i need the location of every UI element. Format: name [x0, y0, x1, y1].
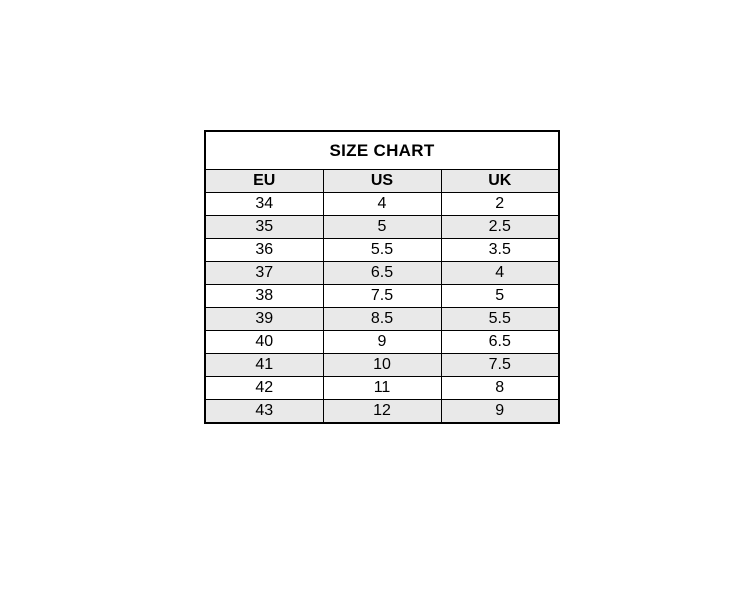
size-cell: 4 [441, 262, 559, 285]
size-cell: 11 [323, 377, 441, 400]
size-cell: 4 [323, 193, 441, 216]
size-cell: 6.5 [323, 262, 441, 285]
table-row [205, 308, 559, 331]
size-chart-table [204, 130, 560, 424]
size-cell: 8.5 [323, 308, 441, 331]
size-cell: 7.5 [323, 285, 441, 308]
size-cell: 35 [205, 216, 323, 239]
size-cell: 3.5 [441, 239, 559, 262]
size-cell: 41 [205, 354, 323, 377]
size-cell: 40 [205, 331, 323, 354]
size-cell: 12 [323, 400, 441, 424]
table-row [205, 262, 559, 285]
size-cell: 9 [441, 400, 559, 424]
size-cell: 36 [205, 239, 323, 262]
size-table-body [205, 193, 559, 424]
size-cell: 38 [205, 285, 323, 308]
size-cell: 2 [441, 193, 559, 216]
size-cell: 5 [323, 216, 441, 239]
chart-title: SIZE CHART [205, 131, 559, 170]
size-cell: 7.5 [441, 354, 559, 377]
size-cell: 2.5 [441, 216, 559, 239]
size-cell: 42 [205, 377, 323, 400]
size-chart [204, 130, 560, 424]
size-cell: 5 [441, 285, 559, 308]
size-cell: 10 [323, 354, 441, 377]
size-cell: 6.5 [441, 331, 559, 354]
size-cell: 39 [205, 308, 323, 331]
column-header-eu: EU [205, 170, 323, 193]
size-cell: 9 [323, 331, 441, 354]
title-row [205, 131, 559, 170]
size-cell: 5.5 [323, 239, 441, 262]
column-header-row [205, 170, 559, 193]
table-row [205, 400, 559, 424]
table-row [205, 216, 559, 239]
table-row [205, 285, 559, 308]
column-header-uk: UK [441, 170, 559, 193]
table-row [205, 193, 559, 216]
table-row [205, 377, 559, 400]
table-row [205, 239, 559, 262]
size-cell: 5.5 [441, 308, 559, 331]
table-row [205, 331, 559, 354]
column-header-us: US [323, 170, 441, 193]
size-cell: 43 [205, 400, 323, 424]
size-cell: 34 [205, 193, 323, 216]
size-cell: 37 [205, 262, 323, 285]
size-chart-header [205, 131, 559, 193]
table-row [205, 354, 559, 377]
size-cell: 8 [441, 377, 559, 400]
